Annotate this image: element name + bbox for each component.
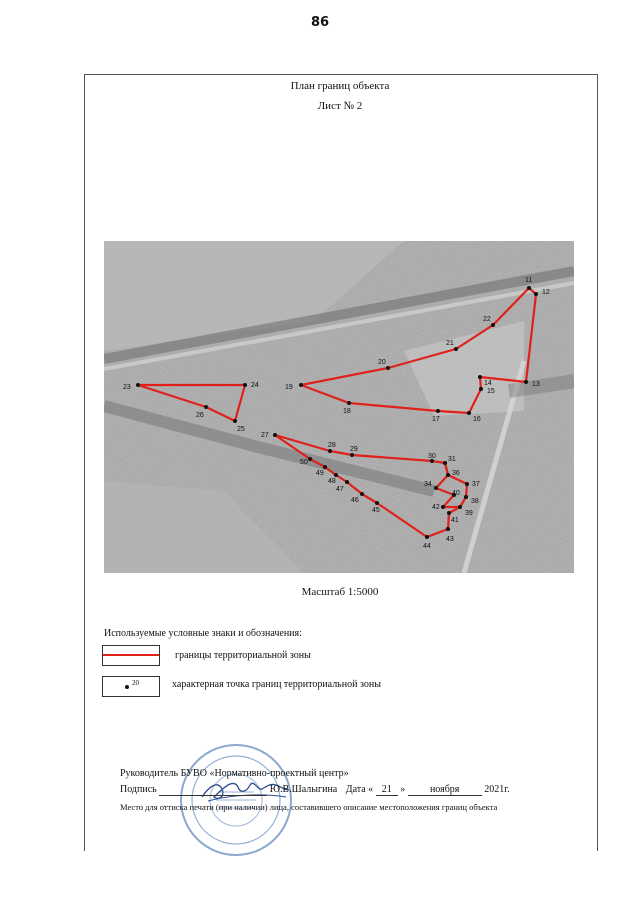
boundary-point-label-18: 18 <box>343 408 351 415</box>
page-number: 86 <box>310 15 330 30</box>
boundary-point-label-27: 27 <box>261 432 269 439</box>
boundary-point-39 <box>458 505 462 509</box>
boundary-point-21 <box>454 347 458 351</box>
boundary-point-19 <box>299 383 303 387</box>
boundary-point-37 <box>465 482 469 486</box>
boundary-point-label-25: 25 <box>237 426 245 433</box>
boundary-point-label-12: 12 <box>542 289 550 296</box>
boundary-point-label-43: 43 <box>446 536 454 543</box>
date-label: Дата « <box>345 784 374 795</box>
boundary-point-31 <box>443 461 447 465</box>
boundary-point-50 <box>308 457 312 461</box>
boundary-point-label-44: 44 <box>423 543 431 550</box>
boundary-point-49 <box>323 465 327 469</box>
sheet-number: Лист № 2 <box>317 100 363 112</box>
boundary-point-label-46: 46 <box>351 497 359 504</box>
boundary-point-14 <box>478 375 482 379</box>
boundary-point-17 <box>436 409 440 413</box>
boundary-point-16 <box>467 411 471 415</box>
boundary-point-label-28: 28 <box>328 442 336 449</box>
signature-line <box>120 784 510 796</box>
boundary-point-20 <box>386 366 390 370</box>
boundary-point-48 <box>334 473 338 477</box>
boundary-point-label-38: 38 <box>471 498 479 505</box>
point-sample-label: 20 <box>132 679 139 687</box>
boundary-point-label-13: 13 <box>532 381 540 388</box>
boundary-point-11 <box>527 286 531 290</box>
boundary-point-46 <box>360 492 364 496</box>
boundary-point-label-29: 29 <box>350 446 358 453</box>
legend-title: Используемые условные знаки и обозначения: <box>104 628 302 639</box>
boundary-point-label-49: 49 <box>316 470 324 477</box>
boundary-point-29 <box>350 453 354 457</box>
boundary-point-label-21: 21 <box>446 340 454 347</box>
boundary-point-label-37: 37 <box>472 481 480 488</box>
boundary-point-label-50: 50 <box>300 459 308 466</box>
date-month: ноября <box>408 784 482 796</box>
boundary-point-label-30: 30 <box>428 453 436 460</box>
boundary-point-label-15: 15 <box>487 388 495 395</box>
boundary-point-label-39: 39 <box>465 510 473 517</box>
boundary-point-24 <box>243 383 247 387</box>
boundary-point-42 <box>441 505 445 509</box>
date-close-quote: » <box>400 784 406 795</box>
legend-point-box <box>102 676 160 697</box>
boundary-point-label-48: 48 <box>328 478 336 485</box>
boundary-point-label-17: 17 <box>432 416 440 423</box>
boundary-point-36 <box>446 473 450 477</box>
signer-name: Ю.В.Шалыгина <box>269 784 338 795</box>
date-year: 2021г. <box>484 784 510 795</box>
point-sample <box>125 685 129 689</box>
boundary-point-label-41: 41 <box>451 517 459 524</box>
boundary-point-label-14: 14 <box>484 380 492 387</box>
boundary-point-label-16: 16 <box>473 416 481 423</box>
boundary-point-label-42: 42 <box>432 504 440 511</box>
boundary-point-38 <box>464 495 468 499</box>
boundary-point-28 <box>328 449 332 453</box>
boundary-point-label-22: 22 <box>483 316 491 323</box>
boundary-point-44 <box>425 535 429 539</box>
head-of-org-line: Руководитель БУВО «Нормативно-проектный центр» <box>120 768 349 779</box>
aerial-map <box>104 241 574 573</box>
boundary-point-12 <box>534 292 538 296</box>
boundary-point-27 <box>273 433 277 437</box>
boundary-point-label-45: 45 <box>372 507 380 514</box>
boundary-point-45 <box>375 501 379 505</box>
boundary-point-47 <box>345 480 349 484</box>
signature-label: Подпись <box>120 784 157 795</box>
boundary-point-41 <box>447 511 451 515</box>
boundary-point-22 <box>491 323 495 327</box>
signature-blank <box>159 784 267 796</box>
boundary-point-label-23: 23 <box>123 384 131 391</box>
boundary-point-label-19: 19 <box>285 384 293 391</box>
boundary-point-43 <box>446 527 450 531</box>
boundary-point-26 <box>204 405 208 409</box>
stamp-place-note: Место для оттиска печати (при наличии) лица, составившего описание местоположения границ объекта <box>120 802 498 812</box>
boundary-point-label-34: 34 <box>424 481 432 488</box>
boundary-point-label-47: 47 <box>336 486 344 493</box>
boundary-point-label-36: 36 <box>452 470 460 477</box>
boundary-point-label-24: 24 <box>251 382 259 389</box>
legend-point-text: характерная точка границ территориальной зоны <box>172 679 381 690</box>
map-scale: Масштаб 1:5000 <box>301 586 379 598</box>
boundary-point-25 <box>233 419 237 423</box>
boundary-point-label-11: 11 <box>525 277 533 284</box>
boundary-point-23 <box>136 383 140 387</box>
boundary-point-label-40: 40 <box>452 490 460 497</box>
boundary-point-13 <box>524 380 528 384</box>
boundary-point-label-31: 31 <box>448 456 456 463</box>
red-line-sample <box>103 654 159 656</box>
boundary-point-15 <box>479 387 483 391</box>
date-day: 21 <box>376 784 398 796</box>
boundary-point-34 <box>434 486 438 490</box>
legend-line-text: границы территориальной зоны <box>175 650 311 661</box>
plan-title: План границ объекта <box>290 80 390 92</box>
boundary-point-18 <box>347 401 351 405</box>
legend-line-box <box>102 645 160 666</box>
boundary-point-label-20: 20 <box>378 359 386 366</box>
village-street <box>509 381 574 391</box>
boundary-point-label-26: 26 <box>196 412 204 419</box>
